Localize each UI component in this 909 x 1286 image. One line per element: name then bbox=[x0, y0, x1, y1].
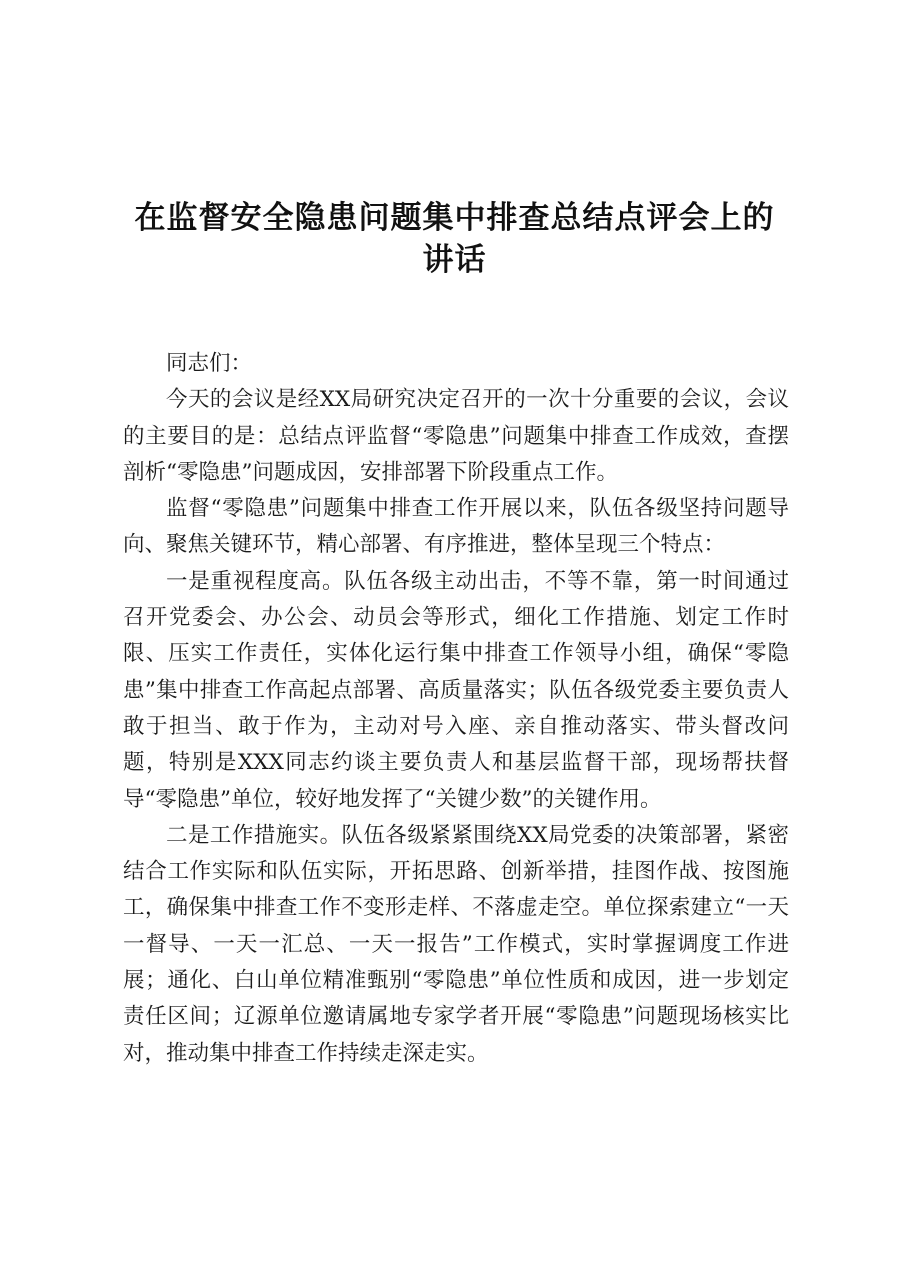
document-title-line-1: 在监督安全隐患问题集中排查总结点评会上的 bbox=[134, 200, 775, 236]
salutation-paragraph: 同志们： bbox=[166, 351, 253, 376]
body-paragraph: 监督“零隐患”问题集中排查工作开展以来，队伍各级坚持问题导向、聚焦关键环节，精心部署、有序推进，整体呈现三个特点： bbox=[123, 496, 789, 558]
body-paragraph: 二是工作措施实。队伍各级紧紧围绕XX局党委的决策部署，紧密结合工作实际和队伍实际，开拓思路、创新举措，挂图作战、按图施工，确保集中排查工作不变形走样、不落虚走空。单位探索建立“一天一督导、一天一汇总、一天一报告”工作模式，实时掌握调度工作进展；通化、白山单位精准甄别“零隐患”单位性质和成因，进一步划定责任区间；辽源单位邀请属地专家学者开展“零隐患”问题现场核实比对，推动集中排查工作持续走深走实。 bbox=[123, 822, 789, 1066]
body-paragraph: 今天的会议是经XX局研究决定召开的一次十分重要的会议，会议的主要目的是：总结点评监督“零隐患”问题集中排查工作成效，查摆剖析“零隐患”问题成因，安排部署下阶段重点工作。 bbox=[123, 387, 789, 485]
document-body bbox=[123, 346, 789, 1072]
document-title-line-2: 讲话 bbox=[422, 242, 487, 278]
body-paragraph: 一是重视程度高。队伍各级主动出击，不等不靠，第一时间通过召开党委会、办公会、动员会等形式，细化工作措施、划定工作时限、压实工作责任，实体化运行集中排查工作领导小组，确保“零隐患”集中排查工作高起点部署、高质量落实；队伍各级党委主要负责人敢于担当、敢于作为，主动对号入座、亲自推动落实、带头督改问题，特别是XXX同志约谈主要负责人和基层监督干部，现场帮扶督导“零隐患”单位，较好地发挥了“关键少数”的关键作用。 bbox=[123, 568, 789, 812]
